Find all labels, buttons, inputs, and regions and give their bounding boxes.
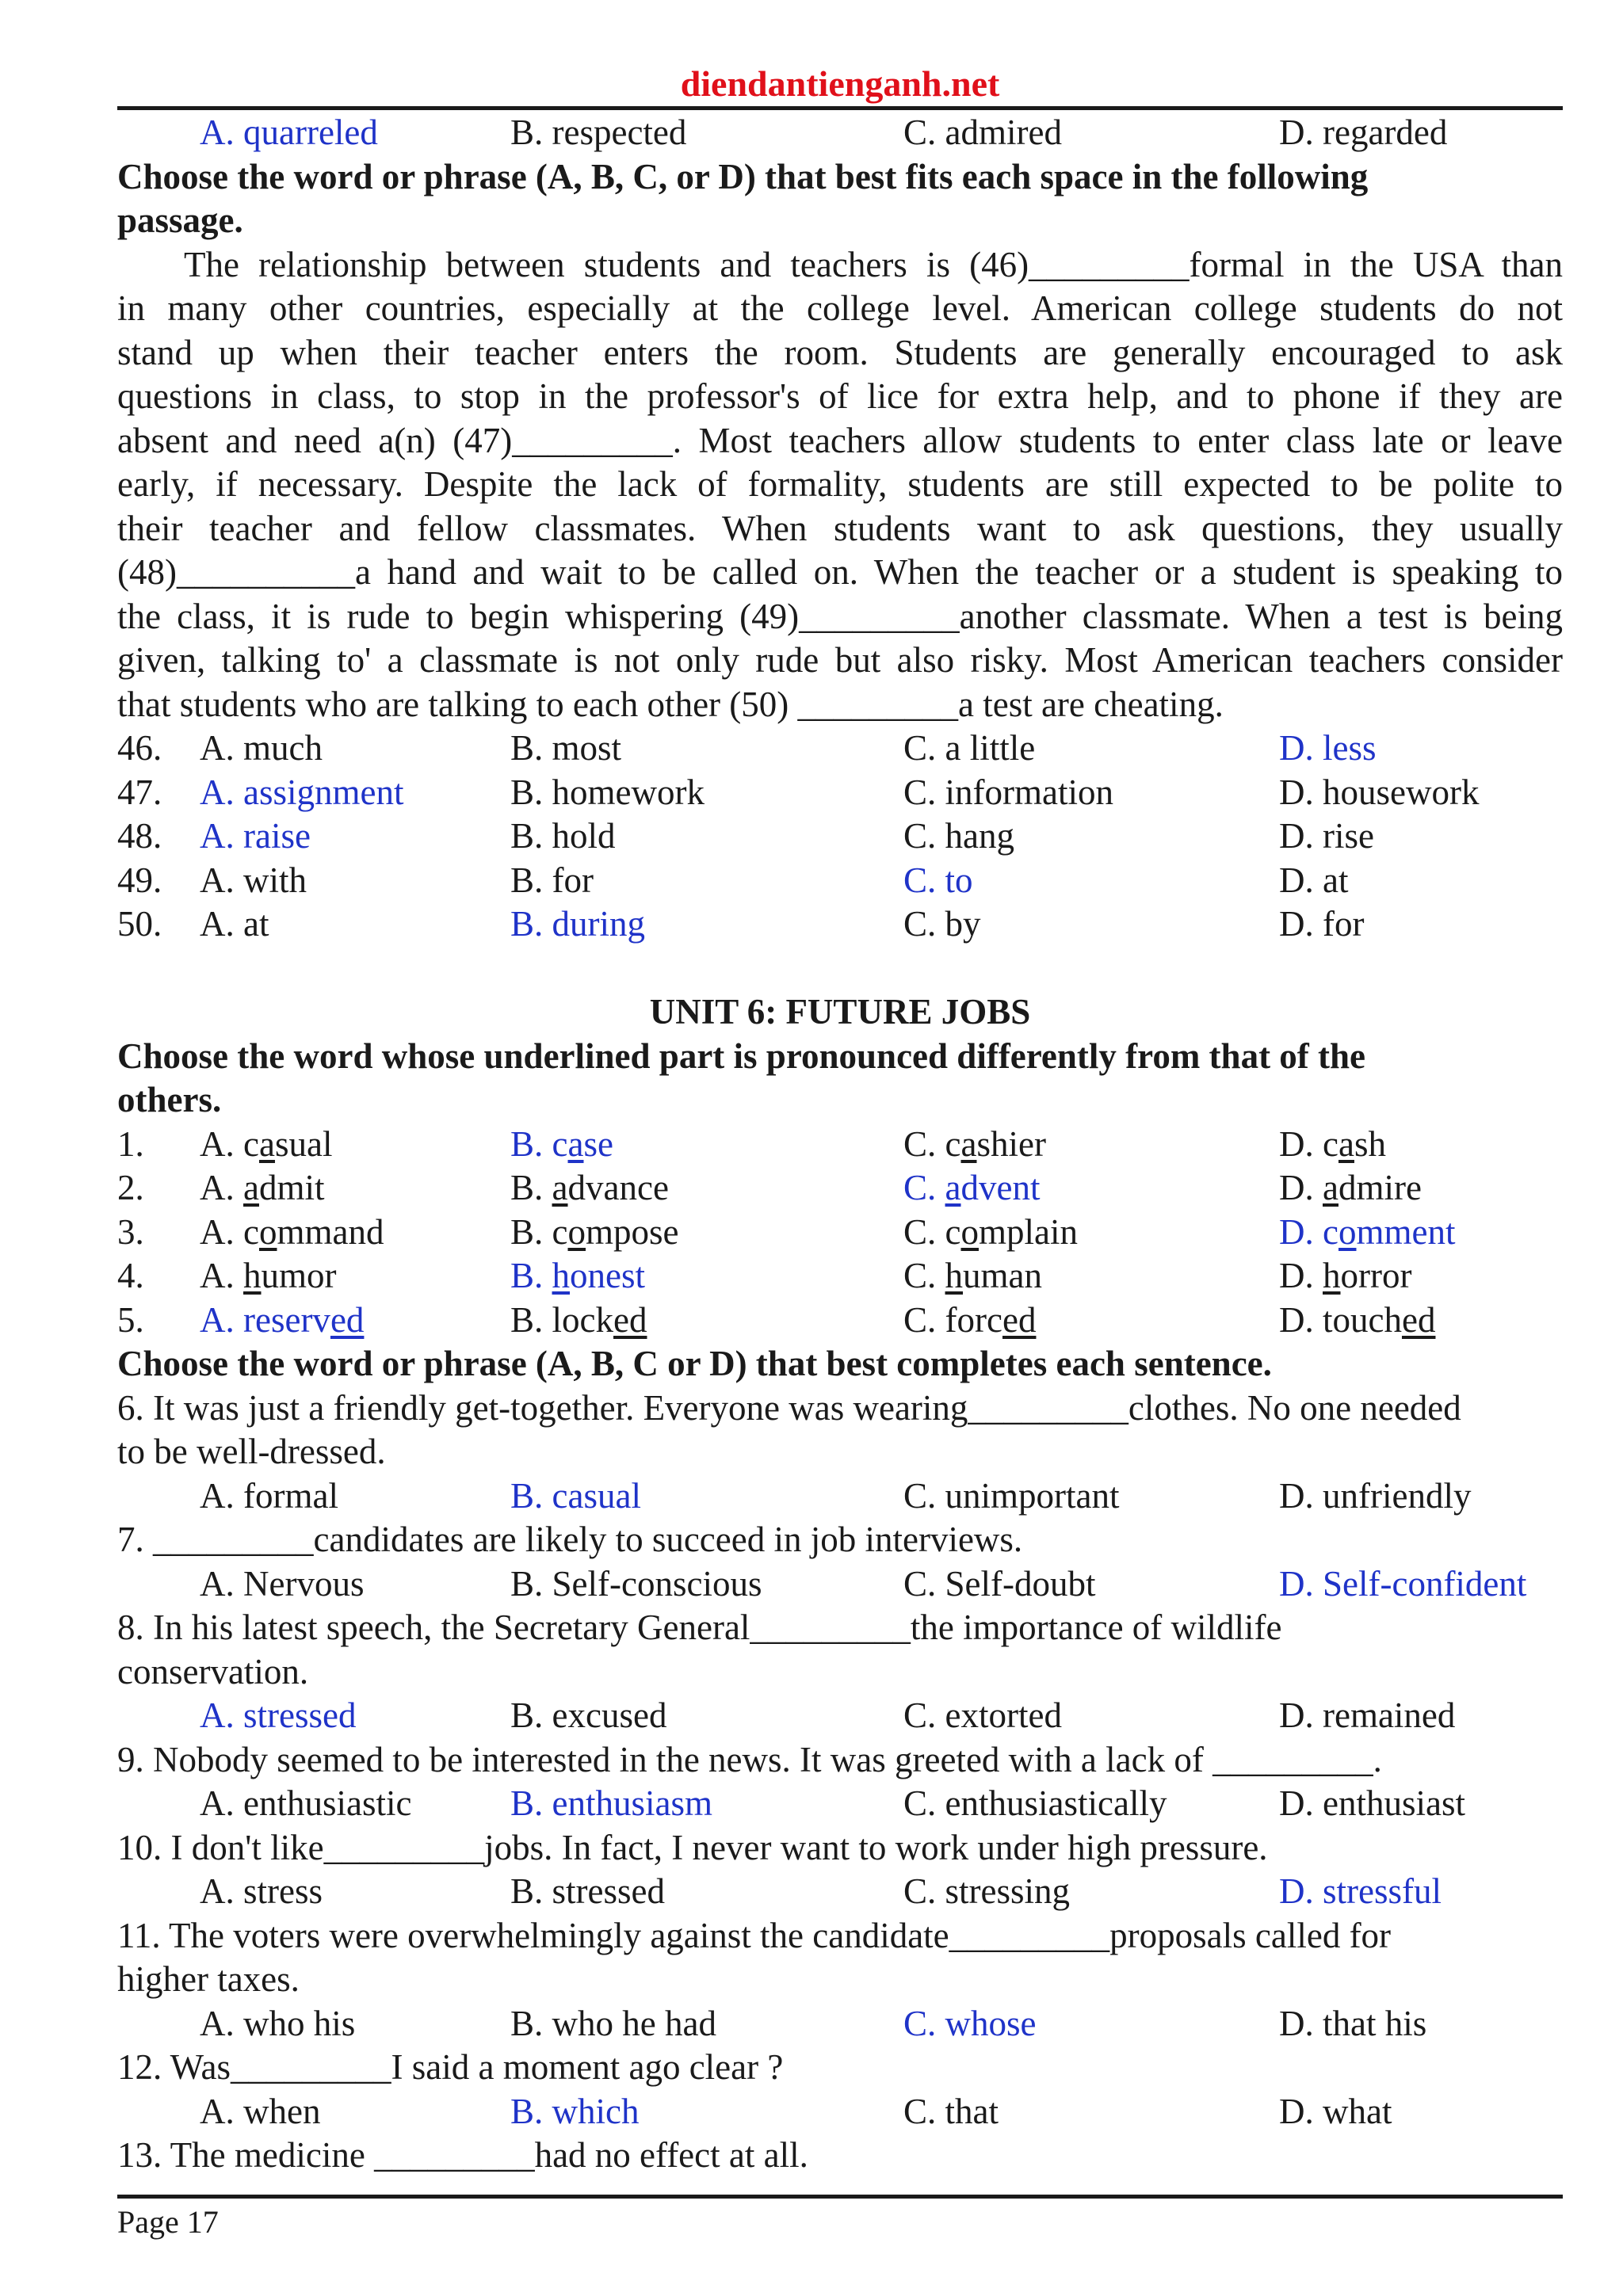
option-a: A. Nervous — [200, 1563, 365, 1604]
passage-line: in many other countries, especially at the college level. American college students do not — [117, 288, 1563, 328]
underlined-part: a — [258, 1123, 275, 1164]
option-b — [510, 1211, 679, 1255]
option-a — [200, 1299, 364, 1343]
option-prefix: B. c — [510, 1123, 568, 1164]
question-row — [117, 727, 1563, 771]
question-text: 11. The voters were overwhelmingly against the candidate_________proposals called for — [117, 1915, 1392, 1955]
question-number: 4. — [117, 1256, 144, 1295]
question-text: to be well-dressed. — [117, 1432, 386, 1471]
option-prefix: D. — [1279, 1168, 1323, 1207]
passage-line: their teacher and fellow classmates. When students want to ask questions, they usually — [117, 508, 1563, 548]
question-text: 10. I don't like_________jobs. In fact, I never want to work under high pressure. — [117, 1827, 1268, 1867]
question-text: 8. In his latest speech, the Secretary General_________the importance of wildlife — [117, 1608, 1282, 1647]
option-suffix: dmire — [1338, 1168, 1422, 1207]
question-number: 49. — [117, 860, 162, 900]
underlined-part: ed — [613, 1299, 647, 1340]
question-text: 7. _________candidates are likely to succeed in job interviews. — [117, 1520, 1023, 1559]
passage-line: stand up when their teacher enters the room. Students are generally encouraged to ask — [117, 332, 1563, 372]
option-suffix: mpose — [586, 1211, 679, 1252]
option-a — [200, 1211, 384, 1255]
question-row — [117, 1299, 1563, 1343]
option-a: A. with — [200, 860, 307, 900]
option-c: C. hang — [903, 816, 1014, 856]
underlined-part: o — [567, 1211, 586, 1252]
question-row — [117, 902, 1563, 947]
underlined-part: a — [960, 1123, 977, 1164]
option-prefix: A. c — [200, 1123, 259, 1164]
previous-question-options — [117, 111, 1563, 155]
option-c: C. Self-doubt — [903, 1563, 1096, 1604]
options-row — [117, 2002, 1563, 2046]
option-suffix: sual — [274, 1123, 333, 1164]
option-suffix: mment — [1356, 1211, 1456, 1252]
unit-title: UNIT 6: FUTURE JOBS — [649, 992, 1031, 1032]
underlined-part: a — [552, 1168, 568, 1207]
option-a: A. assignment — [200, 772, 404, 812]
option-c: C. stressing — [903, 1871, 1071, 1911]
option-b: B. respected — [510, 113, 687, 152]
option-c: C. information — [903, 772, 1113, 812]
option-suffix: dvent — [960, 1168, 1041, 1207]
option-a — [200, 1166, 325, 1211]
option-b — [510, 1166, 669, 1211]
option-a: A. stress — [200, 1871, 323, 1911]
question-number: 2. — [117, 1168, 144, 1207]
options-row — [117, 1562, 1563, 1607]
option-prefix: C. — [903, 1168, 945, 1207]
option-d: D. stressful — [1279, 1871, 1442, 1911]
question-row — [117, 859, 1563, 903]
question-row — [117, 1211, 1563, 1255]
question-row — [117, 771, 1563, 815]
options-row — [117, 1870, 1563, 1914]
option-prefix: A. reserv — [200, 1299, 330, 1340]
option-a: A. who his — [200, 2003, 356, 2043]
option-b — [510, 1299, 647, 1343]
option-d — [1279, 1166, 1422, 1211]
question-number: 1. — [117, 1123, 144, 1164]
option-suffix: shier — [976, 1123, 1046, 1164]
sentence-instruction: Choose the word or phrase (A, B, C or D) that best completes each sentence. — [117, 1344, 1272, 1383]
underlined-part: ed — [1401, 1299, 1436, 1340]
option-b: B. during — [510, 904, 646, 944]
option-a — [200, 1254, 337, 1299]
pronunciation-instruction: Choose the word whose underlined part is pronounced differently from that of the — [117, 1035, 1366, 1076]
question-number: 50. — [117, 904, 162, 944]
option-a: A. when — [200, 2091, 321, 2131]
option-b: B. homework — [510, 772, 705, 812]
option-d: D. unfriendly — [1279, 1475, 1472, 1516]
option-c: C. extorted — [903, 1695, 1062, 1735]
option-d: D. Self-confident — [1279, 1563, 1527, 1604]
passage-line: the class, it is rude to begin whispering (49)_________another classmate. When a test is being — [117, 596, 1563, 636]
options-row — [117, 1782, 1563, 1826]
option-b: B. excused — [510, 1695, 667, 1735]
passage-line: absent and need a(n) (47)_________. Most teachers allow students to enter class late or leave — [117, 420, 1563, 460]
option-a: A. at — [200, 904, 269, 944]
option-c: C. that — [903, 2091, 999, 2131]
option-c — [903, 1211, 1078, 1255]
option-b: B. for — [510, 860, 594, 900]
option-suffix: mmand — [277, 1211, 384, 1252]
question-text: higher taxes. — [117, 1959, 300, 1999]
underlined-part: h — [1323, 1256, 1341, 1295]
options-row — [117, 1694, 1563, 1738]
question-text: 9. Nobody seemed to be interested in the news. It was greeted with a lack of _________. — [117, 1739, 1382, 1779]
option-c: C. enthusiastically — [903, 1783, 1167, 1823]
spacer — [117, 947, 1563, 991]
underlined-part: a — [1338, 1123, 1354, 1164]
underlined-part: a — [1323, 1168, 1338, 1207]
option-suffix: sh — [1354, 1123, 1386, 1164]
option-d: D. housework — [1279, 772, 1480, 812]
option-suffix: mplain — [979, 1211, 1078, 1252]
option-b: B. Self-conscious — [510, 1563, 762, 1604]
option-c — [903, 1299, 1036, 1343]
question-row — [117, 1166, 1563, 1211]
option-prefix: A. — [200, 1168, 243, 1207]
passage-line: (48)__________a hand and wait to be called on. When the teacher or a student is speaking to — [117, 552, 1563, 592]
option-b: B. casual — [510, 1475, 641, 1516]
question-text: 12. Was_________I said a moment ago clear ? — [117, 2047, 784, 2087]
passage-instruction: Choose the word or phrase (A, B, C, or D) that best fits each space in the following — [117, 156, 1369, 196]
underlined-part: ed — [1002, 1299, 1037, 1340]
underlined-part: o — [1338, 1211, 1357, 1252]
option-a: A. stressed — [200, 1695, 357, 1735]
underlined-part: h — [552, 1256, 571, 1295]
question-row — [117, 1123, 1563, 1167]
option-suffix: orror — [1340, 1256, 1412, 1295]
question-number: 48. — [117, 816, 162, 856]
site-title: diendantienganh.net — [680, 63, 1000, 104]
passage-line: early, if necessary. Despite the lack of formality, students are still expected to be polite to — [117, 464, 1563, 504]
option-suffix: se — [583, 1123, 613, 1164]
option-prefix: B. — [510, 1168, 552, 1207]
option-prefix: B. c — [510, 1211, 568, 1252]
underlined-part: a — [243, 1168, 259, 1207]
option-a — [200, 1123, 332, 1167]
option-d — [1279, 1123, 1386, 1167]
header-rule — [117, 106, 1563, 110]
option-d: D. regarded — [1279, 113, 1448, 152]
passage-questions — [117, 727, 1563, 947]
question-number: 3. — [117, 1211, 144, 1252]
option-d — [1279, 1211, 1455, 1255]
underlined-part: a — [945, 1168, 961, 1207]
option-prefix: D. c — [1279, 1123, 1338, 1164]
option-prefix: C. — [903, 1256, 945, 1295]
option-suffix: onest — [570, 1256, 646, 1295]
option-d: D. at — [1279, 860, 1349, 900]
option-prefix: A. c — [200, 1211, 259, 1252]
passage-line: that students who are talking to each other (50) _________a test are cheating. — [117, 684, 1224, 724]
question-text: 6. It was just a friendly get-together. Everyone was wearing_________clothes. No one needed — [117, 1387, 1461, 1428]
option-b: B. which — [510, 2091, 640, 2131]
option-a: A. enthusiastic — [200, 1783, 412, 1823]
footer-rule — [117, 2195, 1563, 2199]
option-a: A. formal — [200, 1475, 338, 1516]
option-b — [510, 1254, 645, 1299]
option-suffix: umor — [261, 1256, 337, 1295]
option-prefix: A. — [200, 1256, 243, 1295]
option-b — [510, 1123, 613, 1167]
option-prefix: C. c — [903, 1211, 961, 1252]
document-body — [117, 111, 1563, 2178]
option-prefix: C. forc — [903, 1299, 1002, 1340]
pronunciation-instruction-cont: others. — [117, 1080, 222, 1119]
option-b: B. enthusiasm — [510, 1783, 712, 1823]
question-row — [117, 814, 1563, 859]
option-c: C. a little — [903, 728, 1036, 768]
passage-instruction-cont: passage. — [117, 200, 243, 240]
question-text: 13. The medicine _________had no effect at all. — [117, 2135, 808, 2175]
option-prefix: C. c — [903, 1123, 961, 1164]
options-row — [117, 2090, 1563, 2134]
option-a: A. much — [200, 728, 323, 768]
underlined-part: ed — [330, 1299, 365, 1340]
option-d — [1279, 1299, 1435, 1343]
sentence-questions — [117, 1386, 1563, 2178]
underlined-part: h — [945, 1256, 964, 1295]
underlined-part: o — [960, 1211, 979, 1252]
option-d: D. enthusiast — [1279, 1783, 1465, 1823]
option-c: C. unimportant — [903, 1475, 1120, 1516]
option-b: B. hold — [510, 816, 616, 856]
option-prefix: B. — [510, 1256, 552, 1295]
question-number: 47. — [117, 772, 162, 812]
option-d: D. for — [1279, 904, 1365, 944]
passage-line: given, talking to' a classmate is not only rude but also risky. Most American teachers consider — [117, 640, 1563, 680]
option-prefix: D. c — [1279, 1211, 1338, 1252]
option-c: C. admired — [903, 113, 1062, 152]
option-c: C. by — [903, 904, 981, 944]
option-prefix: B. lock — [510, 1299, 613, 1340]
options-row — [117, 1474, 1563, 1519]
option-c — [903, 1123, 1046, 1167]
underlined-part: a — [567, 1123, 584, 1164]
option-prefix: D. — [1279, 1256, 1323, 1295]
option-a: A. raise — [200, 816, 311, 856]
option-c — [903, 1166, 1040, 1211]
option-suffix: dvance — [567, 1168, 669, 1207]
option-d — [1279, 1254, 1411, 1299]
option-c: C. whose — [903, 2003, 1037, 2043]
passage-line: questions in class, to stop in the professor's of lice for extra help, and to phone if they are — [117, 376, 1563, 416]
question-number: 46. — [117, 728, 162, 768]
option-b: B. most — [510, 728, 622, 768]
option-c — [903, 1254, 1042, 1299]
question-text: conservation. — [117, 1651, 309, 1691]
page-number: Page 17 — [117, 2204, 219, 2240]
underlined-part: h — [243, 1256, 262, 1295]
question-number: 5. — [117, 1299, 144, 1340]
option-d: D. rise — [1279, 816, 1374, 856]
option-d: D. less — [1279, 728, 1377, 768]
option-a: A. quarreled — [200, 113, 378, 152]
option-suffix: uman — [963, 1256, 1042, 1295]
option-d: D. remained — [1279, 1695, 1456, 1735]
underlined-part: o — [258, 1211, 277, 1252]
option-prefix: D. touch — [1279, 1299, 1402, 1340]
option-d: D. that his — [1279, 2003, 1427, 2043]
option-c: C. to — [903, 860, 973, 900]
option-b: B. stressed — [510, 1871, 665, 1911]
pronunciation-questions — [117, 1123, 1563, 1343]
question-row — [117, 1254, 1563, 1299]
passage-line: The relationship between students and teachers is (46)_________formal in the USA than — [184, 244, 1563, 284]
option-d: D. what — [1279, 2091, 1392, 2131]
option-b: B. who he had — [510, 2003, 716, 2043]
option-suffix: dmit — [258, 1168, 325, 1207]
